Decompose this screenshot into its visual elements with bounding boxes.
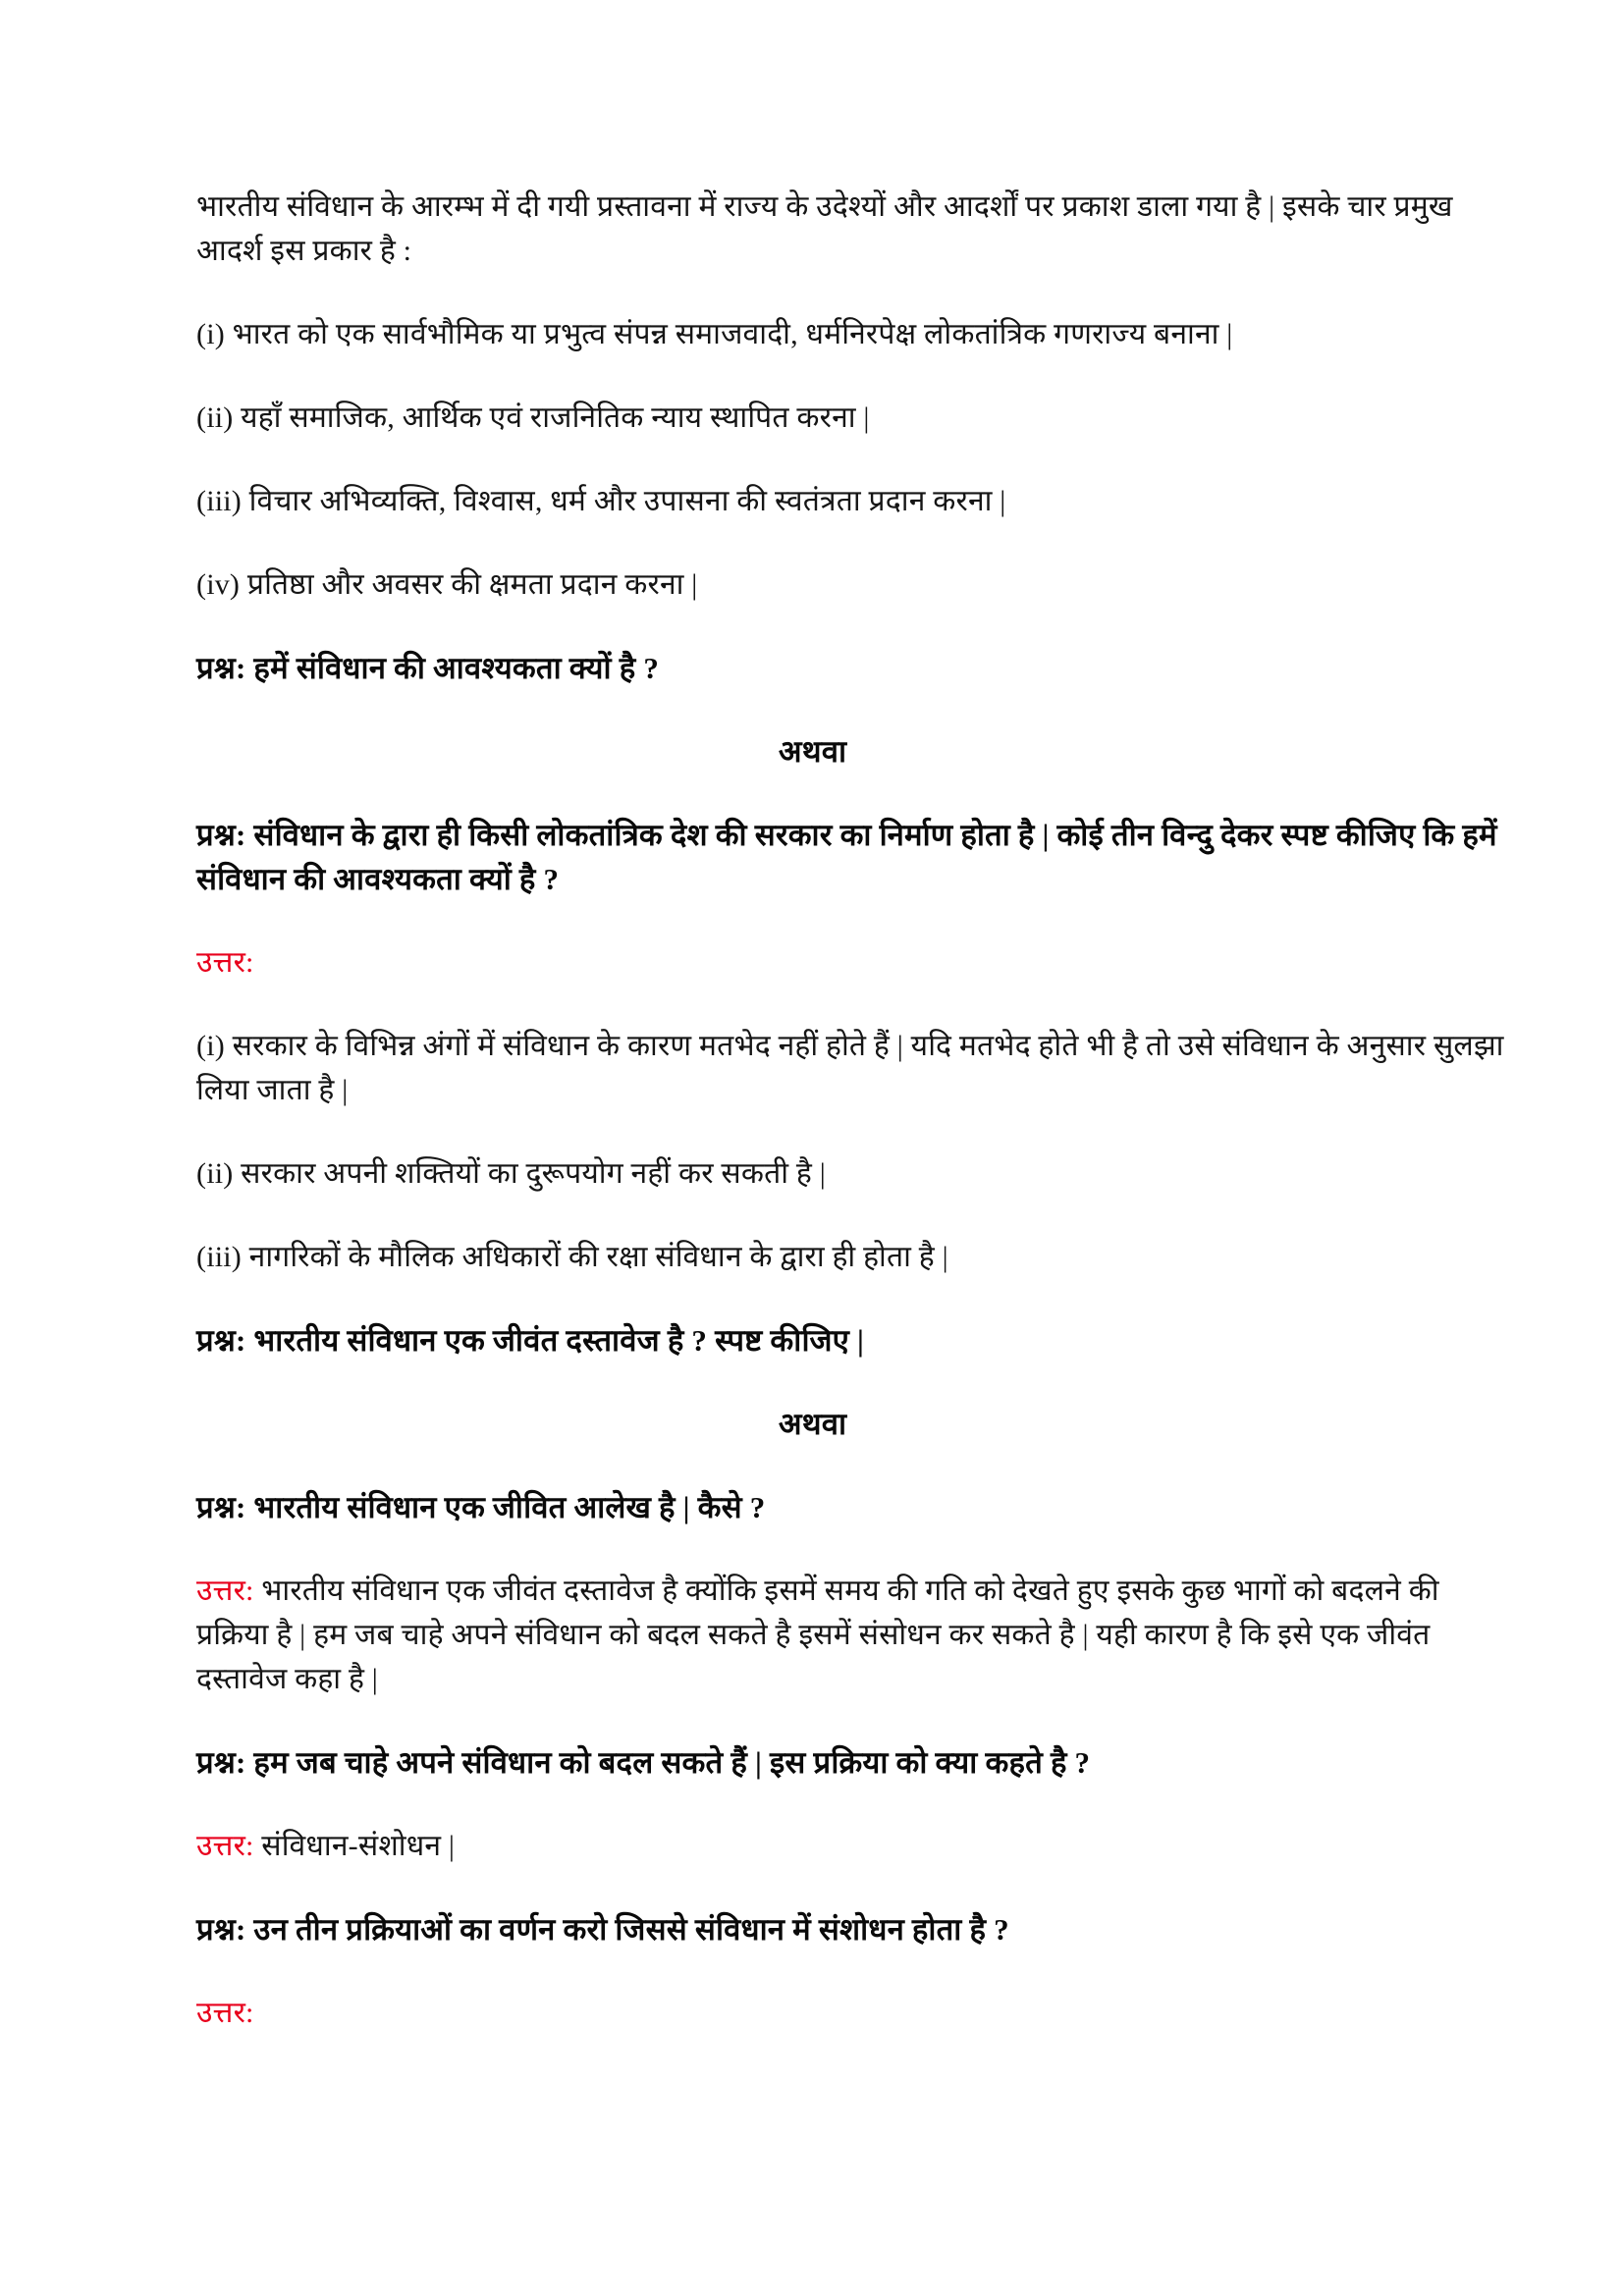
or-separator-1: अथवा [778,734,847,769]
question-living-record-how: प्रश्न: भारतीय संविधान एक जीवित आलेख है | कैसे ? [196,1490,766,1524]
answer-amendment [196,1824,1507,1868]
answer-body-text: भारतीय संविधान एक जीवंत दस्तावेज है क्योंकि इसमें समय की गति को देखते हुए इसके कुछ भागों को बदलने की प्रक्रिया है | हम जब चाहे अपने संविधान को बदल सकते है इसमें संसोधन कर सकते है | यही कारण है कि इसे एक जीवंत दस्तावेज कहा है | [196,1575,1439,1695]
answer-label-2 [196,1991,1507,2035]
answer-label-text: उत्तर: [196,946,254,979]
answer-label-text: उत्तर: [196,1830,254,1862]
question-three-amendment-processes: प्रश्न: उन तीन प्रक्रियाओं का वर्णन करो जिससे संविधान में संशोधन होता है ? [196,1912,1009,1947]
question-need-of-constitution: प्रश्न: हमें संविधान की आवश्यकता क्यों है ? [196,651,660,685]
ideal-item-1: (i) भारत को एक सार्वभौमिक या प्रभुत्व संपन्न समाजवादी, धर्मनिरपेक्ष लोकतांत्रिक गणराज्य बनाना | [196,318,1233,350]
intro-paragraph: भारतीय संविधान के आरम्भ में दी गयी प्रस्तावना में राज्य के उदेश्यों और आदर्शों पर प्रकाश डाला गया है | इसके चार प्रमुख आदर्श इस प्रकार है : [196,190,1453,267]
answer-body-text: संविधान-संशोधन | [261,1830,456,1862]
or-separator-2: अथवा [778,1407,847,1441]
ideal-item-3: (iii) विचार अभिव्यक्ति, विश्वास, धर्म और उपासना की स्वतंत्रता प्रदान करना | [196,485,1006,517]
ideal-item-4: (iv) प्रतिष्ठा और अवसर की क्षमता प्रदान करना | [196,568,698,601]
answer-point-1: (i) सरकार के विभिन्न अंगों में संविधान के कारण मतभेद नहीं होते हैं | यदि मतभेद होते भी है तो उसे संविधान के अनुसार सुलझा लिया जाता है | [196,1030,1504,1106]
ideal-item-2: (ii) यहाँ समाजिक, आर्थिक एवं राजनितिक न्याय स्थापित करना | [196,401,870,434]
answer-point-2: (ii) सरकार अपनी शक्तियों का दुरूपयोग नहीं कर सकती है | [196,1157,826,1190]
answer-point-3: (iii) नागरिकों के मौलिक अधिकारों की रक्षा संविधान के द्वारा ही होता है | [196,1241,948,1273]
answer-label-text: उत्तर: [196,1997,254,2029]
answer-living-document [196,1569,1507,1701]
question-change-process-name: प्रश्न: हम जब चाहे अपने संविधान को बदल सकते हैं | इस प्रक्रिया को क्या कहते है ? [196,1745,1091,1780]
answer-label-1 [196,940,1507,985]
question-three-points-need-constitution: प्रश्न: संविधान के द्वारा ही किसी लोकतांत्रिक देश की सरकार का निर्माण होता है | कोई तीन विन्दु देकर स्पष्ट कीजिए कि हमें संविधान की आवश्यकता क्यों है ? [196,818,1497,896]
answer-label-text: उत्तर: [196,1575,254,1607]
question-living-document: प्रश्न: भारतीय संविधान एक जीवंत दस्तावेज है ? स्पष्ट कीजिए | [196,1323,864,1358]
